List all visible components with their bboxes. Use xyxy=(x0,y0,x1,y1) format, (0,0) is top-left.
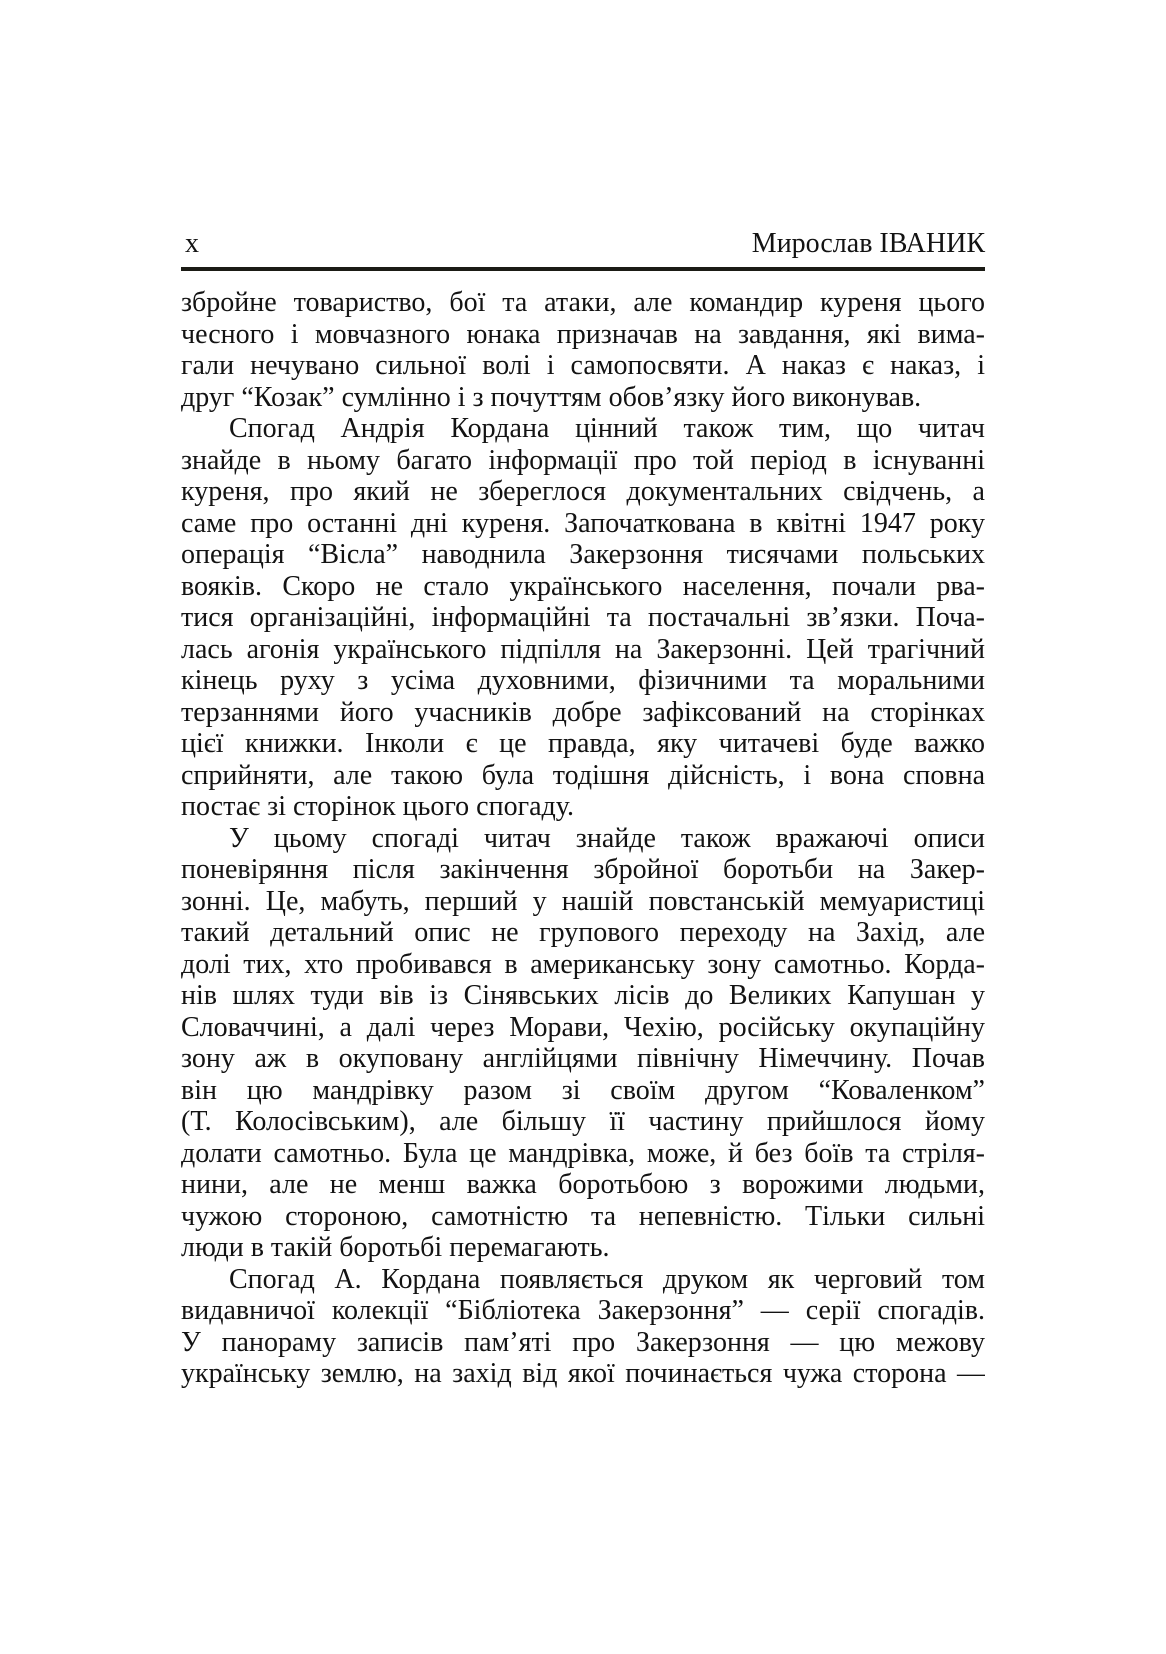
text-line: друг “Козак” сумлінно і з почуттям обов’язку його виконував. xyxy=(181,381,922,413)
text-line: гали нечувано сильної волі і самопосвяти. А наказ є наказ, і xyxy=(181,350,985,381)
text-line: чужою стороною, самотністю та непевністю. Тільки сильні xyxy=(181,1200,985,1232)
text-line: операція “Вісла” наводнила Закерзоння тисячами польських xyxy=(181,539,985,570)
header-rule xyxy=(181,267,985,271)
text-line: нів шлях туди вів із Сінявських лісів до Великих Капушан у xyxy=(181,980,985,1011)
text-line: У цьому спогаді читач знайде також вражаючі описи xyxy=(229,822,985,854)
text-line: цієї книжки. Інколи є це правда, яку читачеві буде важко xyxy=(181,728,985,759)
text-line: (Т. Колосівським), але більшу її частину прийшлося йому xyxy=(181,1106,985,1137)
running-header xyxy=(181,228,985,260)
text-line: тися організаційні, інформаційні та постачальні зв’язки. Поча- xyxy=(181,602,985,633)
text-line: чесного і мовчазного юнака призначав на завдання, які вима- xyxy=(181,318,985,350)
text-line: долати самотньо. Була це мандрівка, може, й без боїв та стріля- xyxy=(181,1137,985,1169)
text-line: вояків. Скоро не стало українського населення, почали рва- xyxy=(181,570,985,602)
text-line: постає зі сторінок цього спогаду. xyxy=(181,791,574,822)
text-line: люди в такій боротьбі перемагають. xyxy=(181,1232,610,1263)
page-number: x xyxy=(185,228,199,259)
text-line: видавничої колекції “Бібліотека Закерзоння” — серії спогадів. xyxy=(181,1295,985,1326)
text-line: Спогад Андрія Кордана цінний також тим, що читач xyxy=(229,413,985,444)
text-line: такий детальний опис не групового переходу на Захід, але xyxy=(181,917,985,948)
text-line: знайде в ньому багато інформації про той період в існуванні xyxy=(181,444,985,476)
body-text xyxy=(181,287,985,1390)
text-line: зону аж в окуповану англійцями північну Німеччину. Почав xyxy=(181,1043,985,1074)
text-line: Спогад А. Кордана появляється друком як черговий том xyxy=(229,1263,985,1295)
text-line: саме про останні дні куреня. Започаткована в квітні 1947 року xyxy=(181,507,985,539)
text-line: лась агонія українського підпілля на Закерзонні. Цей трагічний xyxy=(181,633,985,665)
text-line: українську землю, на захід від якої починається чужа сторона — xyxy=(181,1358,985,1389)
text-line: Словаччині, а далі через Морави, Чехію, російську окупаційну xyxy=(181,1011,985,1043)
text-line: нини, але не менш важка боротьбою з ворожими людьми, xyxy=(181,1169,985,1200)
text-line: терзаннями його учасників добре зафіксований на сторінках xyxy=(181,696,985,728)
text-line: кінець руху з усіма духовними, фізичними та моральними xyxy=(181,665,985,696)
text-line: куреня, про який не збереглося документальних свідчень, а xyxy=(181,476,985,507)
text-column xyxy=(181,228,985,1390)
running-header-author: Мирослав ІВАНИК xyxy=(751,228,985,259)
text-line: У панораму записів пам’яті про Закерзоння — цю межову xyxy=(181,1326,985,1358)
text-line: поневіряння після закінчення збройної боротьби на Закер- xyxy=(181,854,985,885)
text-line: збройне товариство, бої та атаки, але командир куреня цього xyxy=(181,287,985,318)
text-line: долі тих, хто пробивався в американську зону самотньо. Корда- xyxy=(181,948,985,980)
text-line: сприйняти, але такою була тодішня дійсність, і вона сповна xyxy=(181,759,985,791)
text-line: зонні. Це, мабуть, перший у нашій повстанській мемуаристиці xyxy=(181,885,985,917)
text-line: він цю мандрівку разом зі своїм другом “Коваленком” xyxy=(181,1074,985,1106)
